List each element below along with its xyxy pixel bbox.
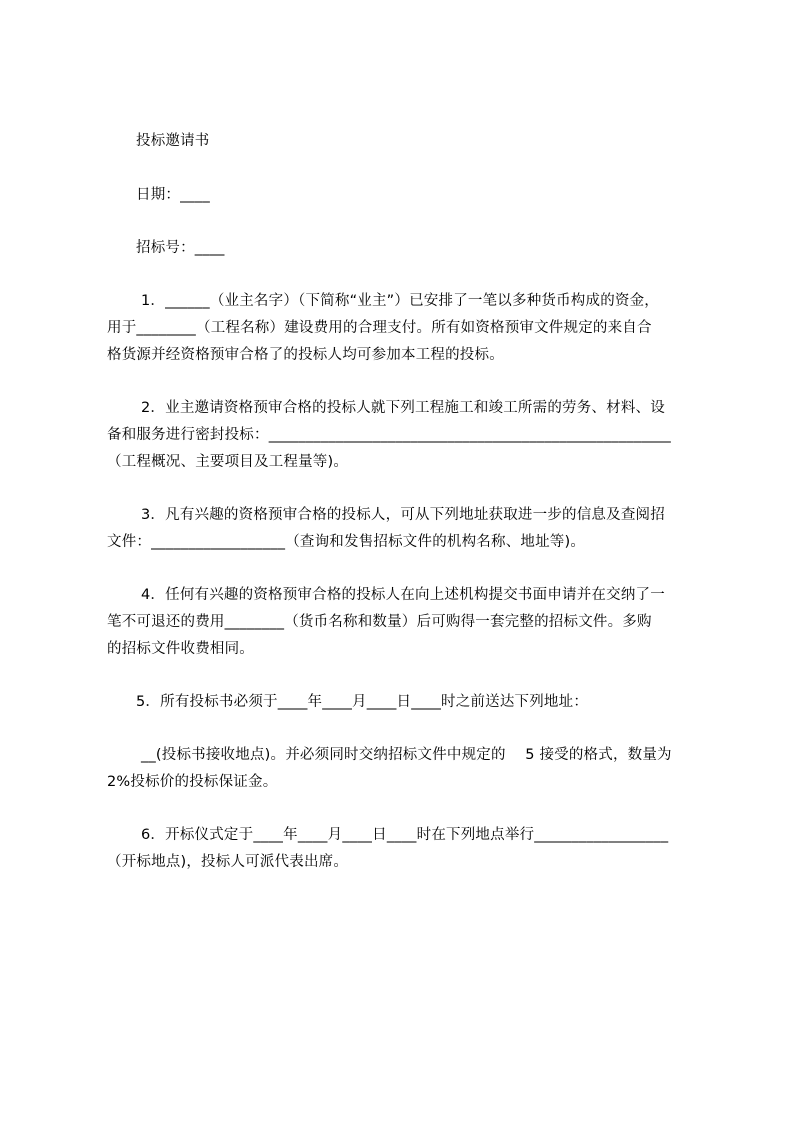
para1-line2: 用于________（工程名称）建设费用的合理支付。所有如资格预审文件规定的来自合 [107,320,652,336]
document-title: 投标邀请书 [136,133,210,149]
para1-line1: 1．______（业主名字）（下简称“业主”）已安排了一笔以多种货币构成的资金， [141,293,659,309]
para1-line3: 格货源并经资格预审合格了的投标人均可参加本工程的投标。 [107,347,504,363]
para2-line1: 2．业主邀请资格预审合格的投标人就下列工程施工和竣工所需的劳务、材料、设 [141,400,665,416]
para5b-line2: 2%投标价的投标保证金。 [107,774,278,790]
para2-line3: （工程概况、主要项目及工程量等)。 [107,454,349,470]
date-line: 日期：____ [136,187,210,203]
para2-line2: 备和服务进行密封投标：______________________________________________________ [107,427,671,443]
para3-line2: 文件：__________________（查询和发售招标文件的机构名称、地址等)。 [107,534,586,550]
para3-line1: 3．凡有兴趣的资格预审合格的投标人，可从下列地址获取进一步的信息及查阅招 [141,507,665,523]
para4-line2: 笔不可退还的费用________（货币名称和数量）后可购得一套完整的招标文件。多购 [107,614,652,630]
para5-line1: 5．所有投标书必须于____年____月____日____时之前送达下列地址： [136,694,589,710]
para6-line2: （开标地点)，投标人可派代表出席。 [107,854,349,870]
para4-line3: 的招标文件收费相同。 [107,641,254,657]
para4-line1: 4．任何有兴趣的资格预审合格的投标人在向上述机构提交书面申请并在交纳了一 [141,587,665,603]
para6-line1: 6．开标仪式定于____年____月____日____时在下列地点举行__________________ [141,827,669,843]
tender-number-line: 招标号：____ [136,240,225,256]
para5b-line1: __(投标书接收地点)。并必须同时交纳招标文件中规定的 5 接受的格式，数量为 [141,747,672,763]
